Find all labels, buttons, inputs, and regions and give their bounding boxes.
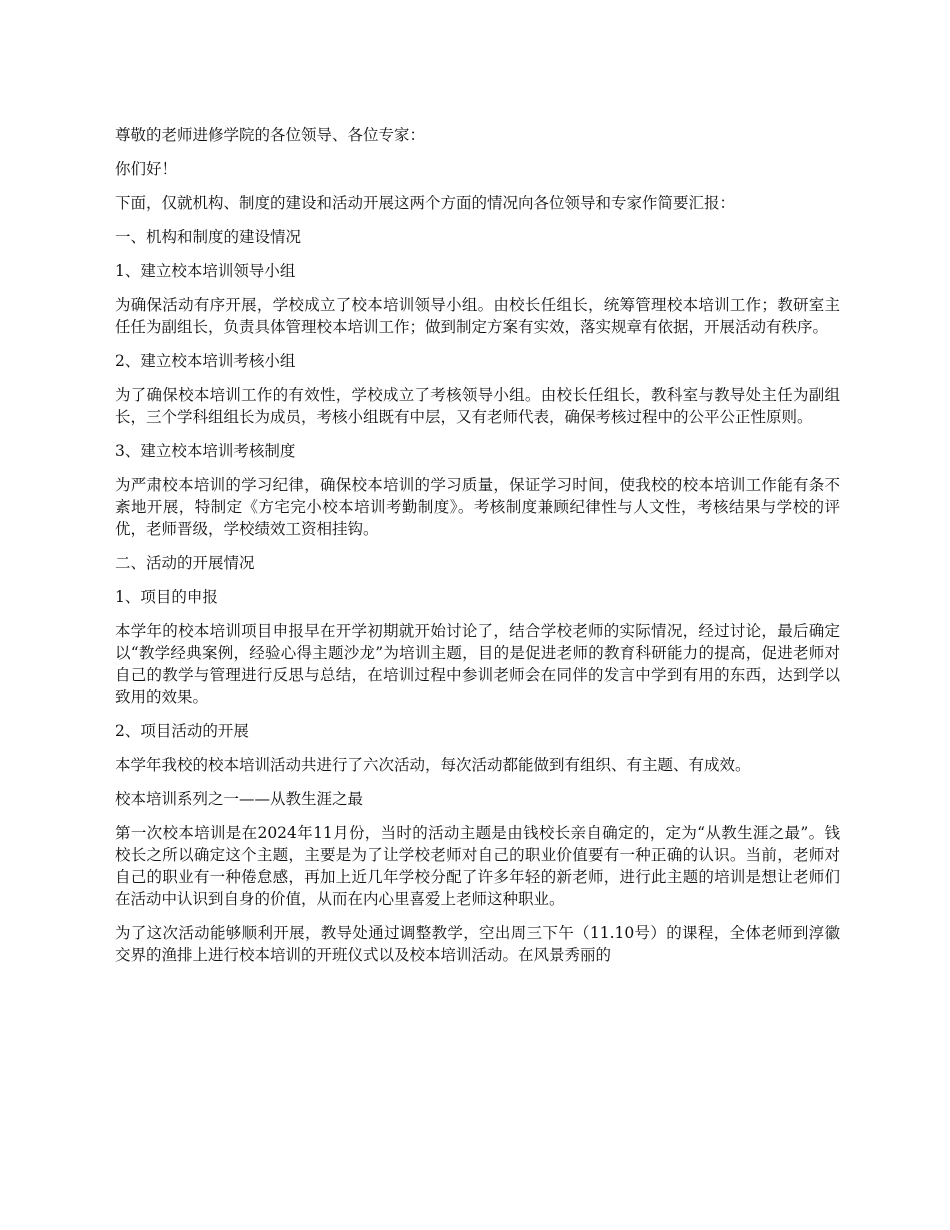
salutation: 尊敬的老师进修学院的各位领导、各位专家： [115, 126, 426, 144]
subheading-2-2: 2、项目活动的开展 [115, 722, 249, 740]
document-body [115, 124, 840, 978]
greeting: 你们好！ [115, 160, 178, 178]
body-paragraph: 为确保活动有序开展，学校成立了校本培训领导小组。由校长任组长，统筹管理校本培训工作；教研室主任任为副组长，负责具体管理校本培训工作；做到制定方案有实效，落实规章有依据，开展活动有秩序。 [115, 296, 840, 336]
subheading-1-3: 3、建立校本培训考核制度 [115, 442, 296, 460]
subheading-1-2: 2、建立校本培训考核小组 [115, 352, 296, 370]
section-heading-1: 一、机构和制度的建设情况 [115, 228, 302, 246]
body-paragraph: 本学年我校的校本培训活动共进行了六次活动，每次活动都能做到有组织、有主题、有成效。 [115, 756, 751, 774]
body-paragraph: 本学年的校本培训项目申报早在开学初期就开始讨论了，结合学校老师的实际情况，经过讨论，最后确定以“教学经典案例，经验心得主题沙龙”为培训主题，目的是促进老师的教育科研能力的提高，促进老师对自己的教学与管理进行反思与总结，在培训过程中参训老师会在同伴的发言中学到有用的东西，达到学以致用的效果。 [115, 622, 840, 706]
body-paragraph: 为了这次活动能够顺利开展，教导处通过调整教学，空出周三下午（11.10号）的课程，全体老师到淳徽交界的渔排上进行校本培训的开班仪式以及校本培训活动。在风景秀丽的 [115, 924, 840, 964]
body-paragraph: 为了确保校本培训工作的有效性，学校成立了考核领导小组。由校长任组长，教科室与教导处主任为副组长，三个学科组组长为成员，考核小组既有中层，又有老师代表，确保考核过程中的公平公正性原则。 [115, 386, 840, 426]
intro-paragraph: 下面，仅就机构、制度的建设和活动开展这两个方面的情况向各位领导和专家作简要汇报： [115, 194, 736, 212]
section-heading-2: 二、活动的开展情况 [115, 554, 255, 572]
series-heading: 校本培训系列之一——从教生涯之最 [115, 790, 364, 808]
body-paragraph: 为严肃校本培训的学习纪律，确保校本培训的学习质量，保证学习时间，使我校的校本培训工作能有条不紊地开展，特制定《方宅完小校本培训考勤制度》。考核制度兼顾纪律性与人文性，考核结果与学校的评优，老师晋级，学校绩效工资相挂钩。 [115, 476, 840, 538]
subheading-1-1: 1、建立校本培训领导小组 [115, 262, 296, 280]
subheading-2-1: 1、项目的申报 [115, 588, 218, 606]
body-paragraph: 第一次校本培训是在2024年11月份，当时的活动主题是由钱校长亲自确定的，定为“从教生涯之最”。钱校长之所以确定这个主题，主要是为了让学校老师对自己的职业价值要有一种正确的认识。当前，老师对自己的职业有一种倦怠感，再加上近几年学校分配了许多年轻的新老师，进行此主题的培训是想让老师们在活动中认识到自身的价值，从而在内心里喜爱上老师这种职业。 [115, 824, 840, 908]
